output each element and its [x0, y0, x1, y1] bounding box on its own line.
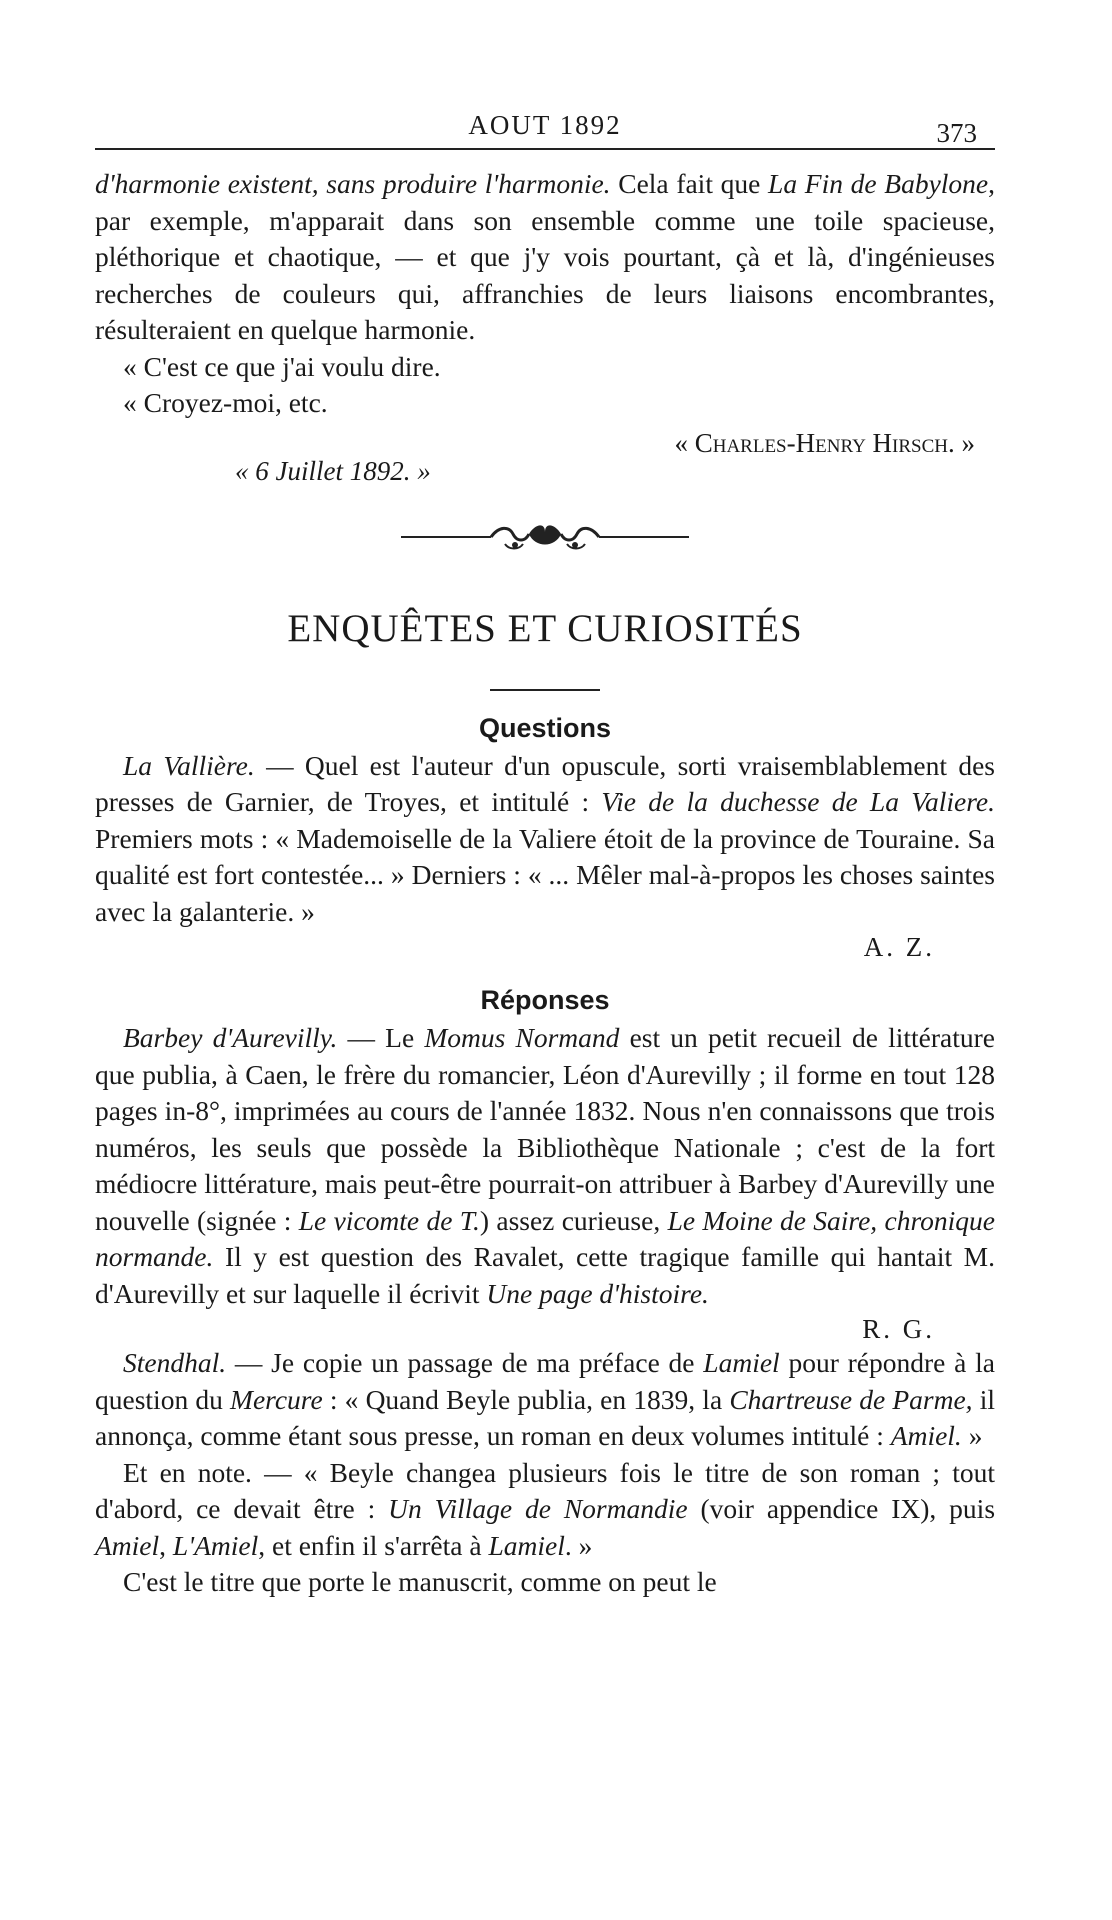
- entry-head: Barbey d'Aurevilly.: [123, 1022, 338, 1053]
- entry-text-b: Premiers mots : « Mademoiselle de la Valiere étoit de la province de Touraine. Sa qualité est fort contestée... » Derniers : « ... Mêler mal-à-propos les choses saintes avec la galanterie. »: [95, 822, 995, 927]
- entry-text: ,: [159, 1529, 173, 1561]
- entry-text: ) assez curieuse,: [479, 1204, 668, 1236]
- entry-text: : « Quand Beyle publia, en 1839, la: [322, 1383, 730, 1415]
- entry-italic: Amiel.: [890, 1420, 962, 1451]
- entry-text: (voir appendice IX), puis: [687, 1493, 996, 1524]
- continuation-italic-a: d'harmonie existent, sans produire l'harmonie.: [95, 168, 611, 199]
- page-number: 373: [936, 118, 977, 148]
- entry-text: Il y est question des Ravalet, cette tragique famille qui hantait M. d'Aurevilly et sur laquelle il écrivit: [95, 1241, 995, 1309]
- continuation-paragraph: [95, 166, 995, 349]
- entry-italic: Lamiel: [488, 1529, 565, 1561]
- running-head-title: AOUT 1892: [468, 110, 622, 140]
- entry-text-a: — Quel est l'auteur d'un opuscule, sorti vraisemblablement des presses de Garnier, de Troyes, et intitulé :: [95, 749, 995, 817]
- entry-text: est un petit recueil de littérature que publia, à Caen, le frère du romancier, Léon d'Aurevilly ; il forme en tout 128 pages in-8°, imprimées au cours de l'année 1832. Nous n'en connaissons que trois numéros, les seuls que possède la Bibliothèque Nationale ; c'est de la fort médiocre littérature, mais peut-être pourrait-on attribuer à Barbey d'Aurevilly une nouvelle (signée :: [95, 1022, 995, 1236]
- running-head: [95, 92, 995, 150]
- entry-text: , et enfin il s'arrêta à: [258, 1529, 489, 1561]
- section-title: ENQUÊTES ET CURIOSITÉS: [287, 606, 803, 650]
- continuation-text-b: , par exemple, m'apparait dans son ensemble comme une toile spacieuse, pléthorique et chaotique, — et que j'y vois pourtant, çà et là, d'ingénieuses recherches de couleurs qui, affranchies de leurs liaisons encombrantes, résulteraient en quelque harmonie.: [95, 168, 996, 345]
- letter-signature: [95, 422, 995, 492]
- entry-italic: Le vicomte de T.: [298, 1204, 480, 1236]
- responses-heading: Réponses: [480, 985, 610, 1015]
- section-rule: [490, 689, 600, 691]
- entry-text: — Je copie un passage de ma préface de: [226, 1347, 704, 1378]
- continuation-italic-b: La Fin de Babylone: [768, 168, 989, 199]
- entry-head: La Vallière.: [123, 749, 255, 781]
- signature-name: « Charles-Henry Hirsch. »: [674, 427, 975, 458]
- question-la-valliere: [95, 748, 995, 931]
- entry-text: il annonça, comme étant sous presse, un roman en deux volumes intitulé :: [95, 1383, 995, 1451]
- response-initials: R. G.: [862, 1314, 935, 1344]
- entry-text: pour répondre à la question du: [95, 1347, 995, 1415]
- entry-text: — Le: [337, 1022, 425, 1053]
- signature-date: « 6 Juillet 1892. »: [235, 455, 431, 486]
- fleuron-ornament-icon: [395, 520, 695, 554]
- entry-italic: Amiel: [95, 1529, 160, 1561]
- entry-italic: Un Village de Normandie: [388, 1493, 688, 1524]
- entry-italic: Le Moine de Saire, chronique normande.: [95, 1204, 996, 1272]
- entry-text: . »: [564, 1529, 593, 1561]
- entry-italic: Momus Normand: [424, 1022, 620, 1053]
- response-stendhal-continued: C'est le titre que porte le manuscrit, comme on peut le: [123, 1566, 717, 1597]
- letter-line-2: « Croyez-moi, etc.: [123, 387, 328, 418]
- entry-italic: L'Amiel: [172, 1529, 259, 1561]
- entry-italic: Chartreuse de Parme,: [729, 1383, 973, 1415]
- response-barbey: [95, 1020, 995, 1312]
- entry-italic: Lamiel: [703, 1347, 780, 1378]
- response-stendhal-note: [95, 1455, 995, 1565]
- response-stendhal: [95, 1345, 995, 1455]
- entry-head: Stendhal.: [123, 1347, 227, 1378]
- questions-heading: Questions: [478, 712, 612, 743]
- entry-text: »: [961, 1420, 983, 1451]
- continuation-text-a: Cela fait que: [610, 168, 769, 199]
- entry-text: Et en note. — « Beyle changea plusieurs fois le titre de son roman ; tout d'abord, ce devait être :: [95, 1456, 995, 1524]
- entry-italic: Vie de la duchesse de La Valiere.: [601, 786, 995, 817]
- book-page: [95, 92, 995, 1601]
- question-initials: A. Z.: [863, 932, 935, 962]
- entry-italic: Une page d'histoire.: [486, 1277, 709, 1309]
- letter-line-1: « C'est ce que j'ai voulu dire.: [123, 350, 441, 382]
- entry-italic: Mercure: [230, 1383, 323, 1415]
